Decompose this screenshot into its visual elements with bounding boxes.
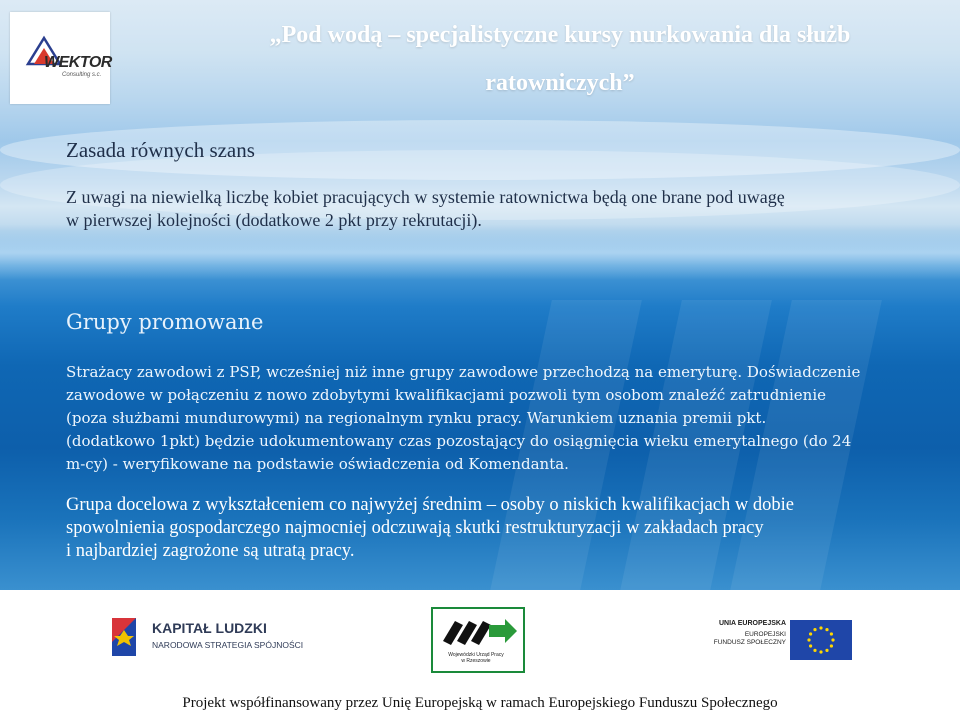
wup-rzeszow-label [428, 652, 524, 664]
paragraph-line: (poza służbami mundurowymi) na regionalnym rynku pracy. Warunkiem uznania premii pkt. [66, 409, 767, 427]
water-surface [0, 230, 960, 280]
kapital-ludzki-logo [106, 612, 304, 662]
paragraph-line: w pierwszej kolejności (dodatkowe 2 pkt przy rekrutacji). [66, 210, 482, 230]
equal-opportunity-paragraph [66, 186, 896, 232]
cofinancing-note: Projekt współfinansowany przez Unię Europejską w ramach Europejskiego Funduszu Społecznego [182, 695, 778, 711]
wup-label-line: Wojewódzki Urząd Pracy [448, 652, 504, 658]
eu-flag-icon [790, 620, 852, 660]
section-heading-equal-opportunity: Zasada równych szans [66, 138, 255, 162]
paragraph-line: Z uwagi na niewielką liczbę kobiet pracujących w systemie ratownictwa będą one brane pod uwagę [66, 187, 785, 207]
page-title-line-2: ratowniczych” [485, 70, 635, 96]
eu-subtitle: EUROPEJSKI [744, 631, 786, 638]
kapital-ludzki-title: KAPITAŁ LUDZKI [152, 620, 267, 636]
page-title-line-1: „Pod wodą – specjalistyczne kursy nurkowania dla służb [269, 22, 851, 48]
footer [0, 590, 960, 717]
paragraph-line: Strażacy zawodowi z PSP, wcześniej niż inne grupy zawodowe przechodzą na emeryturę. Doświadczenie [66, 363, 861, 381]
section-heading-promoted-groups: Grupy promowane [66, 310, 264, 334]
paragraph-line: Grupa docelowa z wykształceniem co najwyżej średnim – osoby o niskich kwalifikacjach w dobie [66, 495, 794, 515]
eu-subtitle: FUNDUSZ SPOŁECZNY [713, 639, 786, 646]
paragraph-line: i najbardziej zagrożone są utratą pracy. [66, 541, 355, 561]
logo-sub-text: Consulting s.c. [62, 72, 102, 78]
paragraph-line: zawodowe w połączeniu z nowo zdobytymi kwalifikacjami pozwoli tym osobom znaleźć zatrudnienie [66, 386, 827, 404]
target-group-paragraph [66, 494, 900, 563]
paragraph-line: spowolnienia gospodarczego najmocniej odczuwają skutki restrukturyzacji w zakładach pracy [66, 518, 764, 538]
wup-label-line: w Rzeszowie [461, 658, 491, 664]
eu-social-fund-logo [708, 618, 858, 664]
promoted-groups-paragraph [66, 361, 900, 476]
eu-title: UNIA EUROPEJSKA [718, 620, 786, 627]
paragraph-line: m-cy) - weryfikowane na podstawie oświadczenia od Komendanta. [66, 455, 569, 473]
paragraph-line: (dodatkowo 1pkt) będzie udokumentowany czas pozostający do osiągnięcia wieku emerytalnego (do 24 [66, 432, 852, 450]
wup-emblem-icon [433, 611, 523, 655]
wektor-logo [10, 12, 110, 104]
kapital-ludzki-subtitle: NARODOWA STRATEGIA SPÓJNOŚCI [152, 640, 304, 650]
kapital-ludzki-emblem-icon [106, 612, 146, 662]
logo-brand-text: WEKTOR [44, 54, 112, 71]
